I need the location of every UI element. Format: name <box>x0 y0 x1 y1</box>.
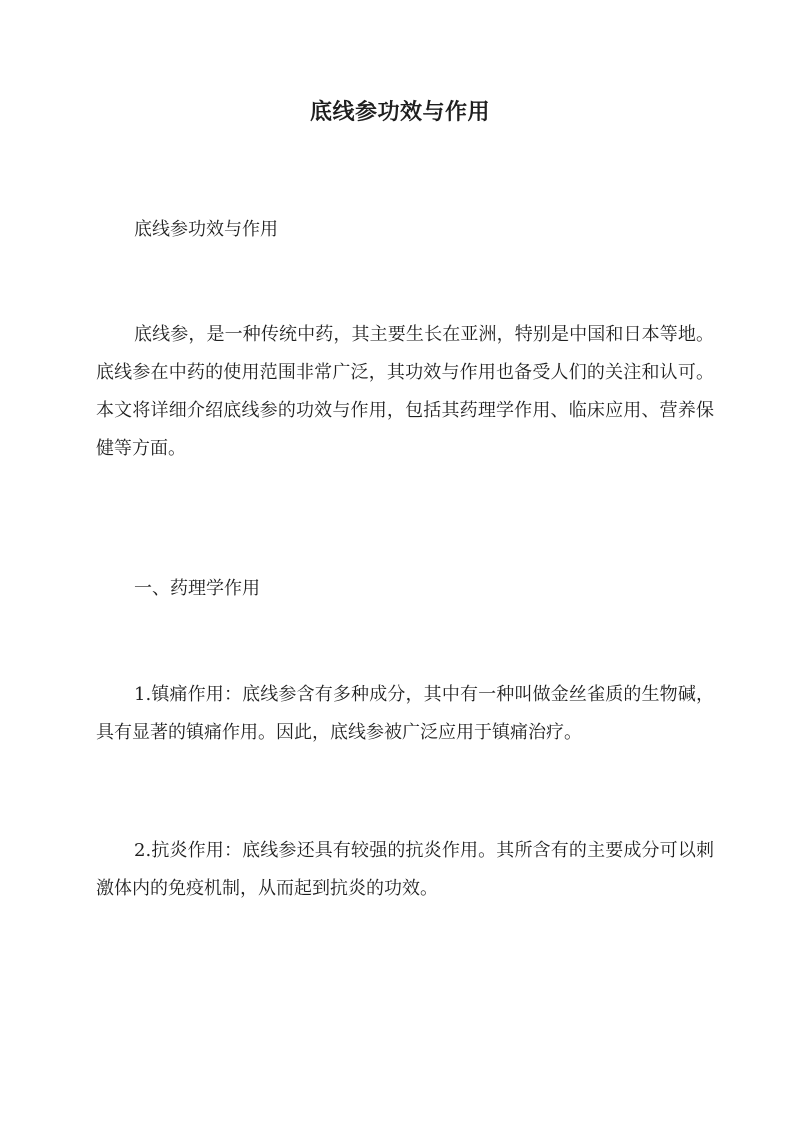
list-item-anti-inflammatory: 2.抗炎作用：底线参还具有较强的抗炎作用。其所含有的主要成分可以刺激体内的免疫机制，从而起到抗炎的功效。 <box>96 840 714 899</box>
subtitle-paragraph: 底线参功效与作用 <box>134 219 278 240</box>
document-title: 底线参功效与作用 <box>309 99 490 125</box>
intro-paragraph: 底线参，是一种传统中药，其主要生长在亚洲，特别是中国和日本等地。底线参在中药的使用范围非常广泛，其功效与作用也备受人们的关注和认可。本文将详细介绍底线参的功效与作用，包括其药理学作用、临床应用、营养保健等方面。 <box>96 324 714 459</box>
section-heading-pharmacology: 一、药理学作用 <box>134 578 260 599</box>
list-item-analgesic: 1.镇痛作用：底线参含有多种成分，其中有一种叫做金丝雀质的生物碱，具有显著的镇痛作用。因此，底线参被广泛应用于镇痛治疗。 <box>96 684 714 743</box>
